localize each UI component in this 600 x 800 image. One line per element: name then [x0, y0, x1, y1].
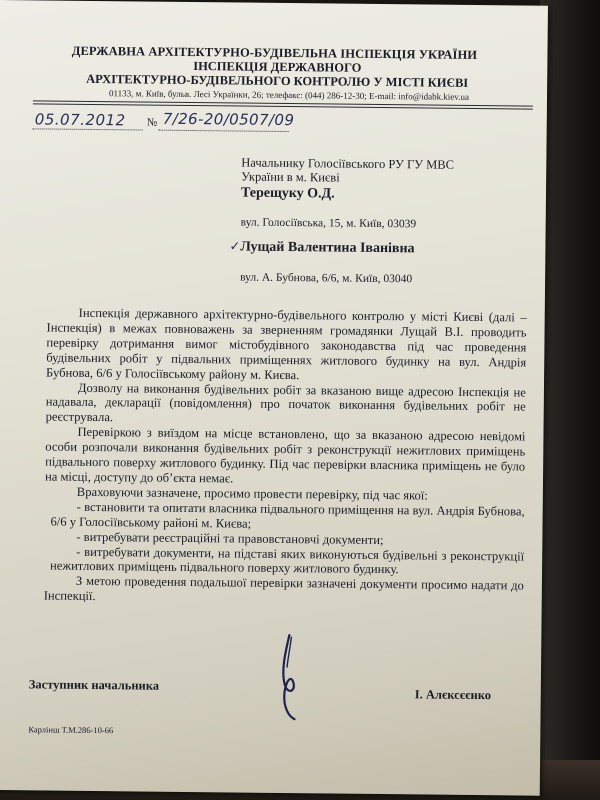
- number-label: №: [146, 116, 158, 129]
- second-recipient-name: Лущай Валентина Іванівна: [240, 239, 415, 257]
- recipient-title: Начальнику Голосіївського РУ ГУ МВС: [241, 155, 455, 172]
- handwritten-date: 05.07.2012: [34, 110, 126, 130]
- handwritten-signature: [254, 633, 325, 724]
- executor-note: Карлінш Т.М.286-10-66: [28, 724, 114, 736]
- letterhead-agency: ДЕРЖАВНА АРХІТЕКТУРНО-БУДІВЕЛЬНА ІНСПЕКЦІЯ УКРАЇНИ: [71, 43, 478, 62]
- letterhead-address: 01133, м. Київ, бульв. Лесі Українки, 26; телефакс: (044) 286-12-30; E-mail: info@idabk.kiev.ua: [108, 88, 470, 102]
- handwritten-reference-number: 7/26-20/0507/09: [162, 109, 295, 130]
- recipient-name: Терещуку О.Д.: [240, 185, 335, 202]
- body-paragraph-4: Враховуючи зазначене, просимо провести перевірку, під час якої:: [76, 484, 428, 503]
- body-paragraph-5: З метою проведення подальшої перевірки зазначені документи просимо надати до Інспекції.: [43, 574, 524, 604]
- signatory-title: Заступник начальника: [28, 677, 160, 693]
- request-item-1: - встановити та опитати власника підвального приміщення на вул. Андрія Бубнова, 6/6 у Голосіївському районі м. Києва;: [50, 499, 525, 531]
- signatory-name: І. Алєксєєнко: [414, 687, 492, 703]
- date-dotted-line: [33, 128, 143, 130]
- number-dotted-line: [159, 130, 289, 132]
- letterhead-department: АРХІТЕКТУРНО-БУДІВЕЛЬНОГО КОНТРОЛЮ У МІСТІ КИЄВІ: [86, 71, 469, 90]
- desk-background: [540, 0, 600, 800]
- request-item-2: - витребувати реєстраційні та правовстановчі документи;: [76, 529, 384, 547]
- letter-body: [44, 306, 527, 609]
- recipient-city: України в м. Києві: [241, 169, 340, 185]
- recipient-address: вул. Голосіївська, 15, м. Київ, 03039: [240, 216, 417, 231]
- body-paragraph-3: Перевіркою з виїздом на місце встановлено, що за вказаною адресою невідомі особи розпочали виконання будівельних робіт з реконструкції нежитлових приміщень підвального поверху житлового будинку. Під час перевірки власника приміщень не було на місці, доступу до об’єкта немає.: [44, 425, 526, 486]
- check-mark: ✓: [229, 238, 241, 254]
- body-paragraph-1: Інспекція державного архітектурно-будівельного контролю у місті Києві (далі – Інспекція) в межах повноважень за зверненням громадянки Лущай В.І. проводить перевірку дотримання вимог містобудівного законодавства під час проведення будівельних робіт у підвальних приміщеннях житлового будинку на вул. Андрія Бубнова, 6/6 у Голосіївському району м. Києва.: [46, 305, 527, 382]
- second-recipient-address: вул. А. Бубнова, 6/6, м. Київ, 03040: [240, 271, 413, 286]
- request-item-3: - витребувати документи, на підставі яких виконуються будівельні з реконструкції нежитлових приміщень підвального поверху житлового будинку.: [50, 544, 525, 577]
- body-paragraph-2: Дозволу на виконання будівельних робіт за вказаною вище адресою Інспекція не надавала, декларації (повідомлення) про початок виконання будівельних робіт не реєструвала.: [45, 380, 526, 425]
- letterhead-inspection: ІНСПЕКЦІЯ ДЕРЖАВНОГО: [193, 59, 362, 75]
